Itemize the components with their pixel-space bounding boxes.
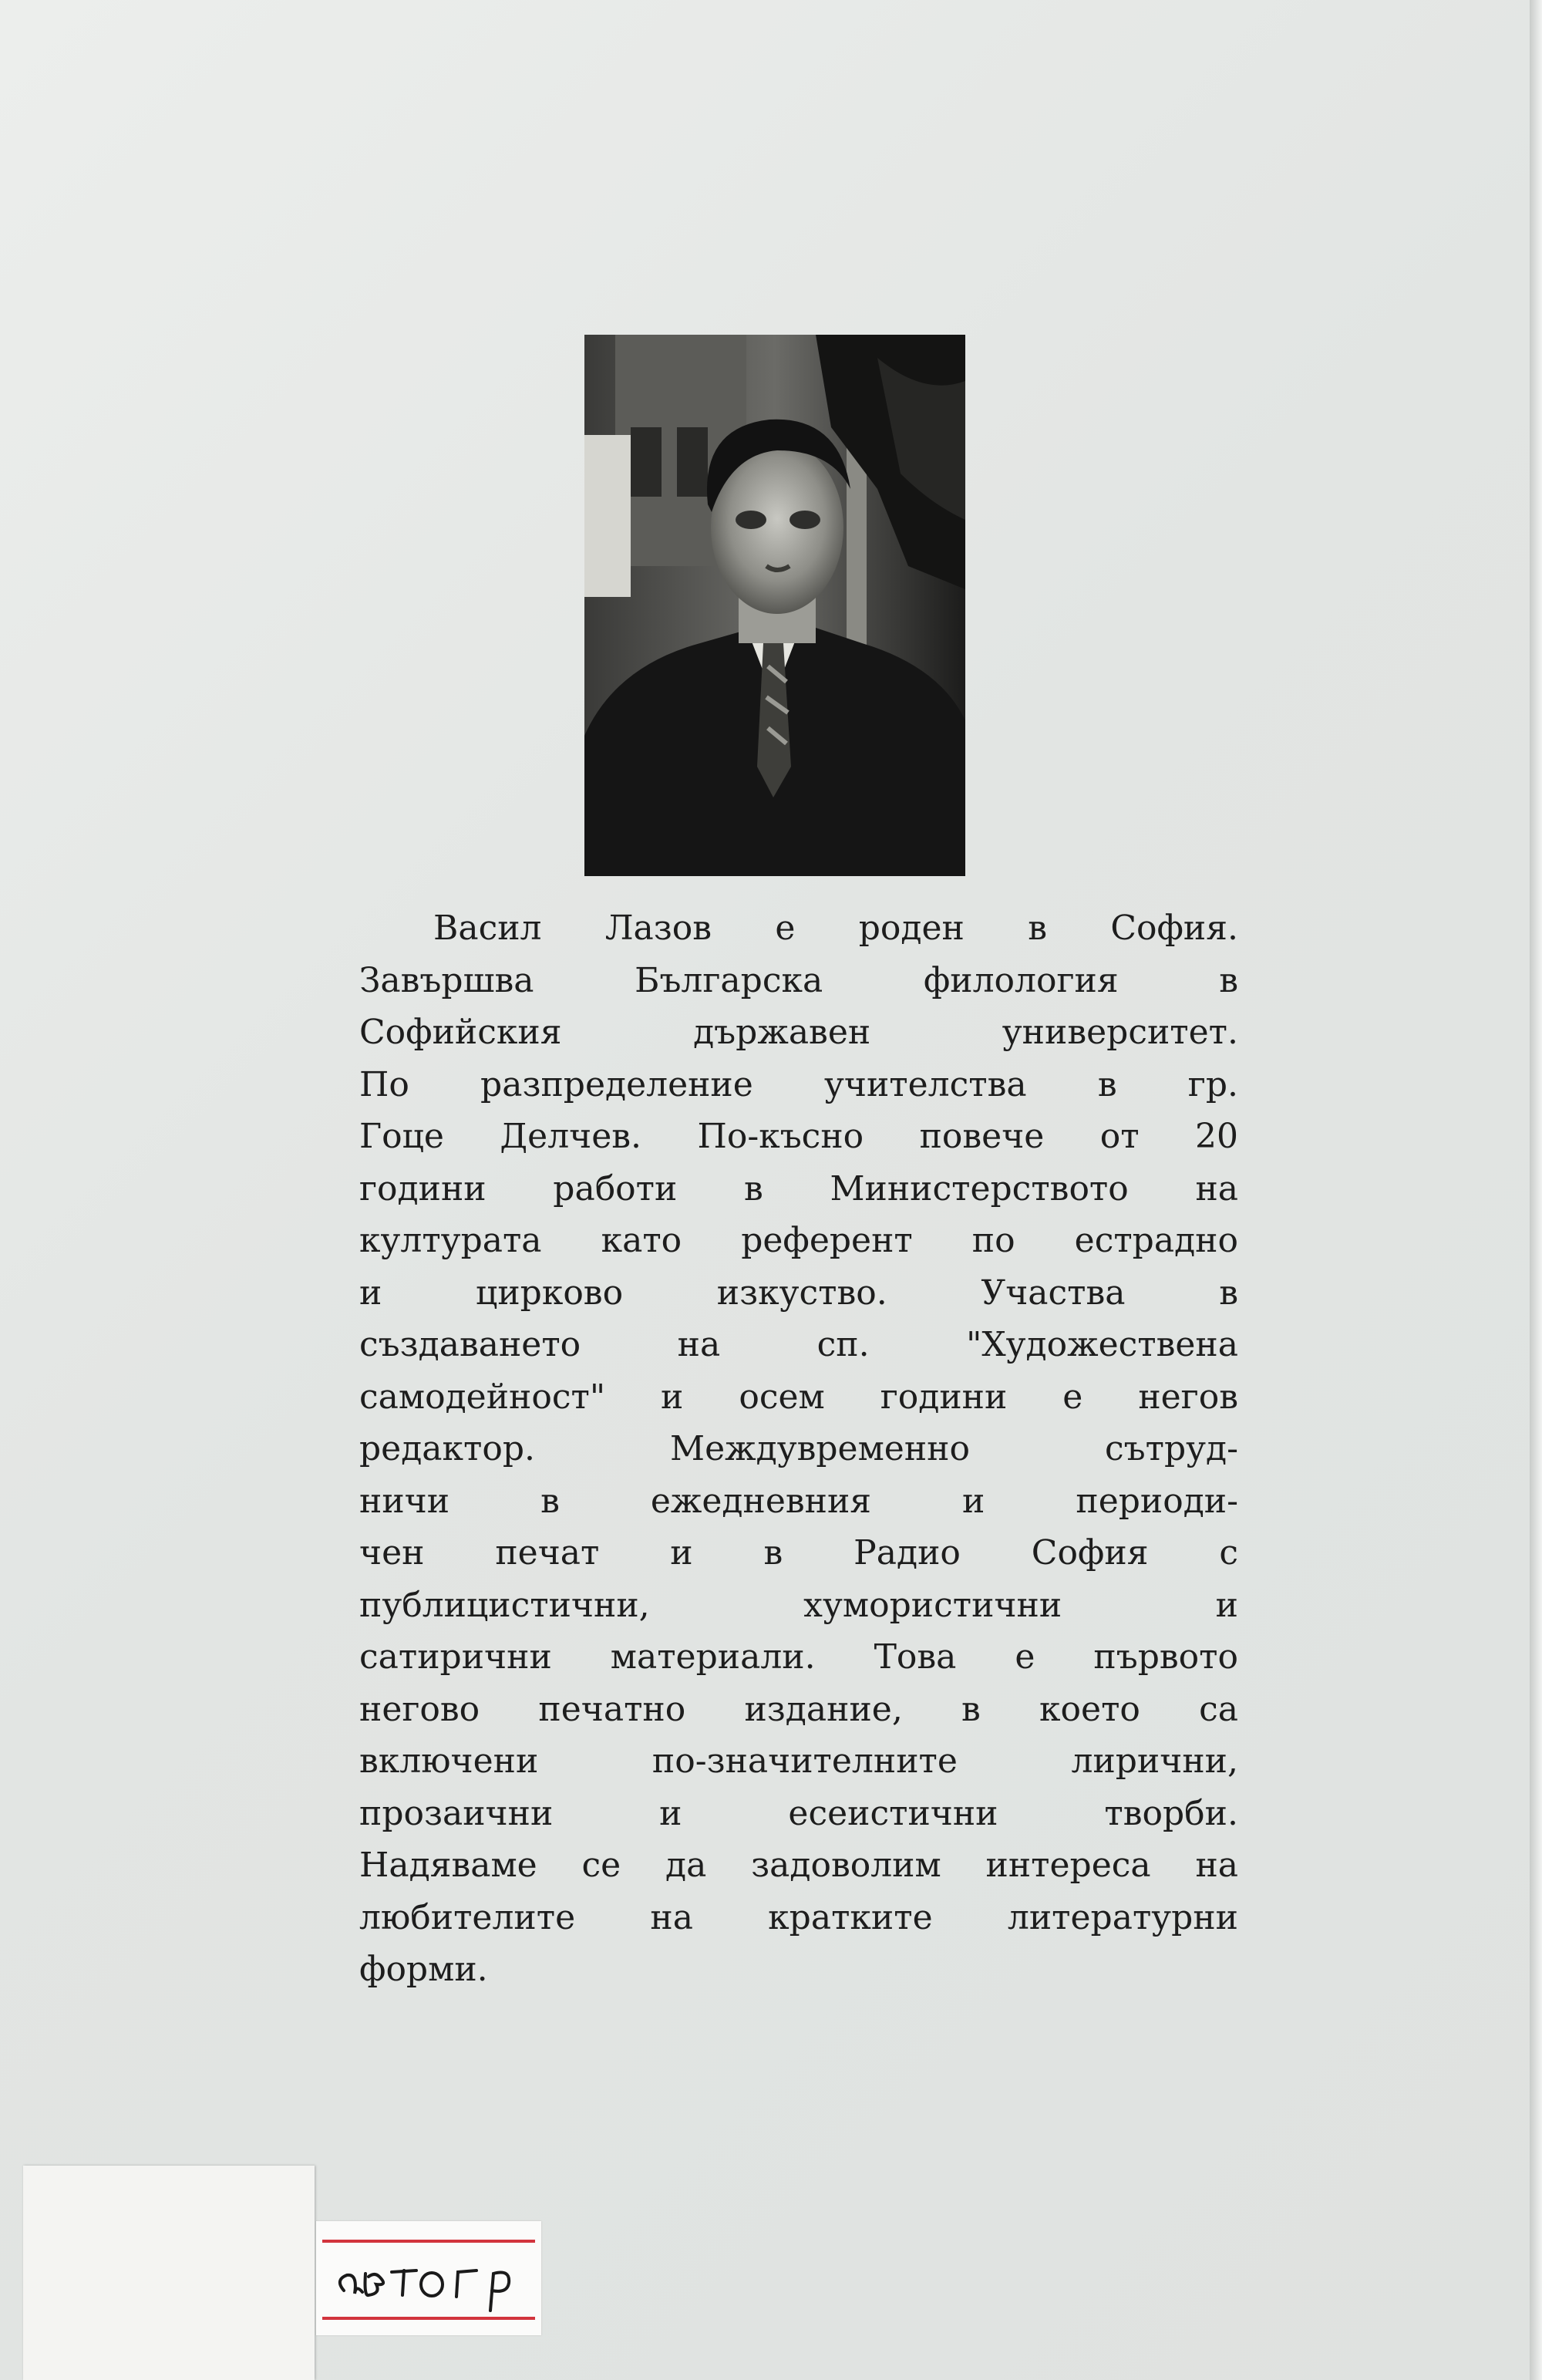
bio-line: сатирични материали. Това е първото [359,1637,1238,1677]
label-rule-bottom [322,2317,535,2320]
bio-line: публицистични, хумористични и [359,1585,1238,1625]
bio-line: самодейност" и осем години е негов [359,1377,1238,1417]
bio-line: чен печат и в Радио София с [359,1533,1238,1573]
bio-line: любителите на кратките литературни [359,1897,1238,1937]
bio-line: Софийския държавен университет. [359,1013,1238,1052]
bio-line: културата като референт по естрадно [359,1221,1238,1260]
bio-line: форми. [359,1950,488,1989]
bio-line: прозаични и есеистични творби. [359,1793,1238,1833]
bio-line: По разпределение учителства в гр. [359,1064,1238,1104]
author-photo [584,335,965,876]
bio-line: ничи в ежедневния и периоди- [359,1481,1238,1521]
bio-line: години работи в Министерството на [359,1168,1238,1209]
bio-line: създаването на сп. "Художествена [359,1325,1238,1364]
bio-line: Завършва Българска филология в [359,960,1238,1000]
bio-line: и цирково изкуство. Участва в [359,1273,1238,1313]
bio-line: негово печатно издание, в което са [359,1689,1238,1729]
bio-line: Гоце Делчев. По-късно повече от 20 [359,1117,1238,1156]
bio-line: Надяваме се да задоволим интереса на [359,1846,1238,1885]
handwritten-inscription [330,2254,530,2312]
author-biography [359,902,1238,1996]
bio-line: Васил Лазов е роден в София. [433,909,1238,948]
bio-line: включени по-значителните лирични, [359,1741,1238,1781]
label-rule-top [322,2240,535,2243]
cover-edge [1530,0,1542,2380]
bio-line: редактор. Междувременно сътруд- [359,1429,1238,1468]
library-sticker [23,2166,315,2380]
autograph-label [316,2221,541,2335]
